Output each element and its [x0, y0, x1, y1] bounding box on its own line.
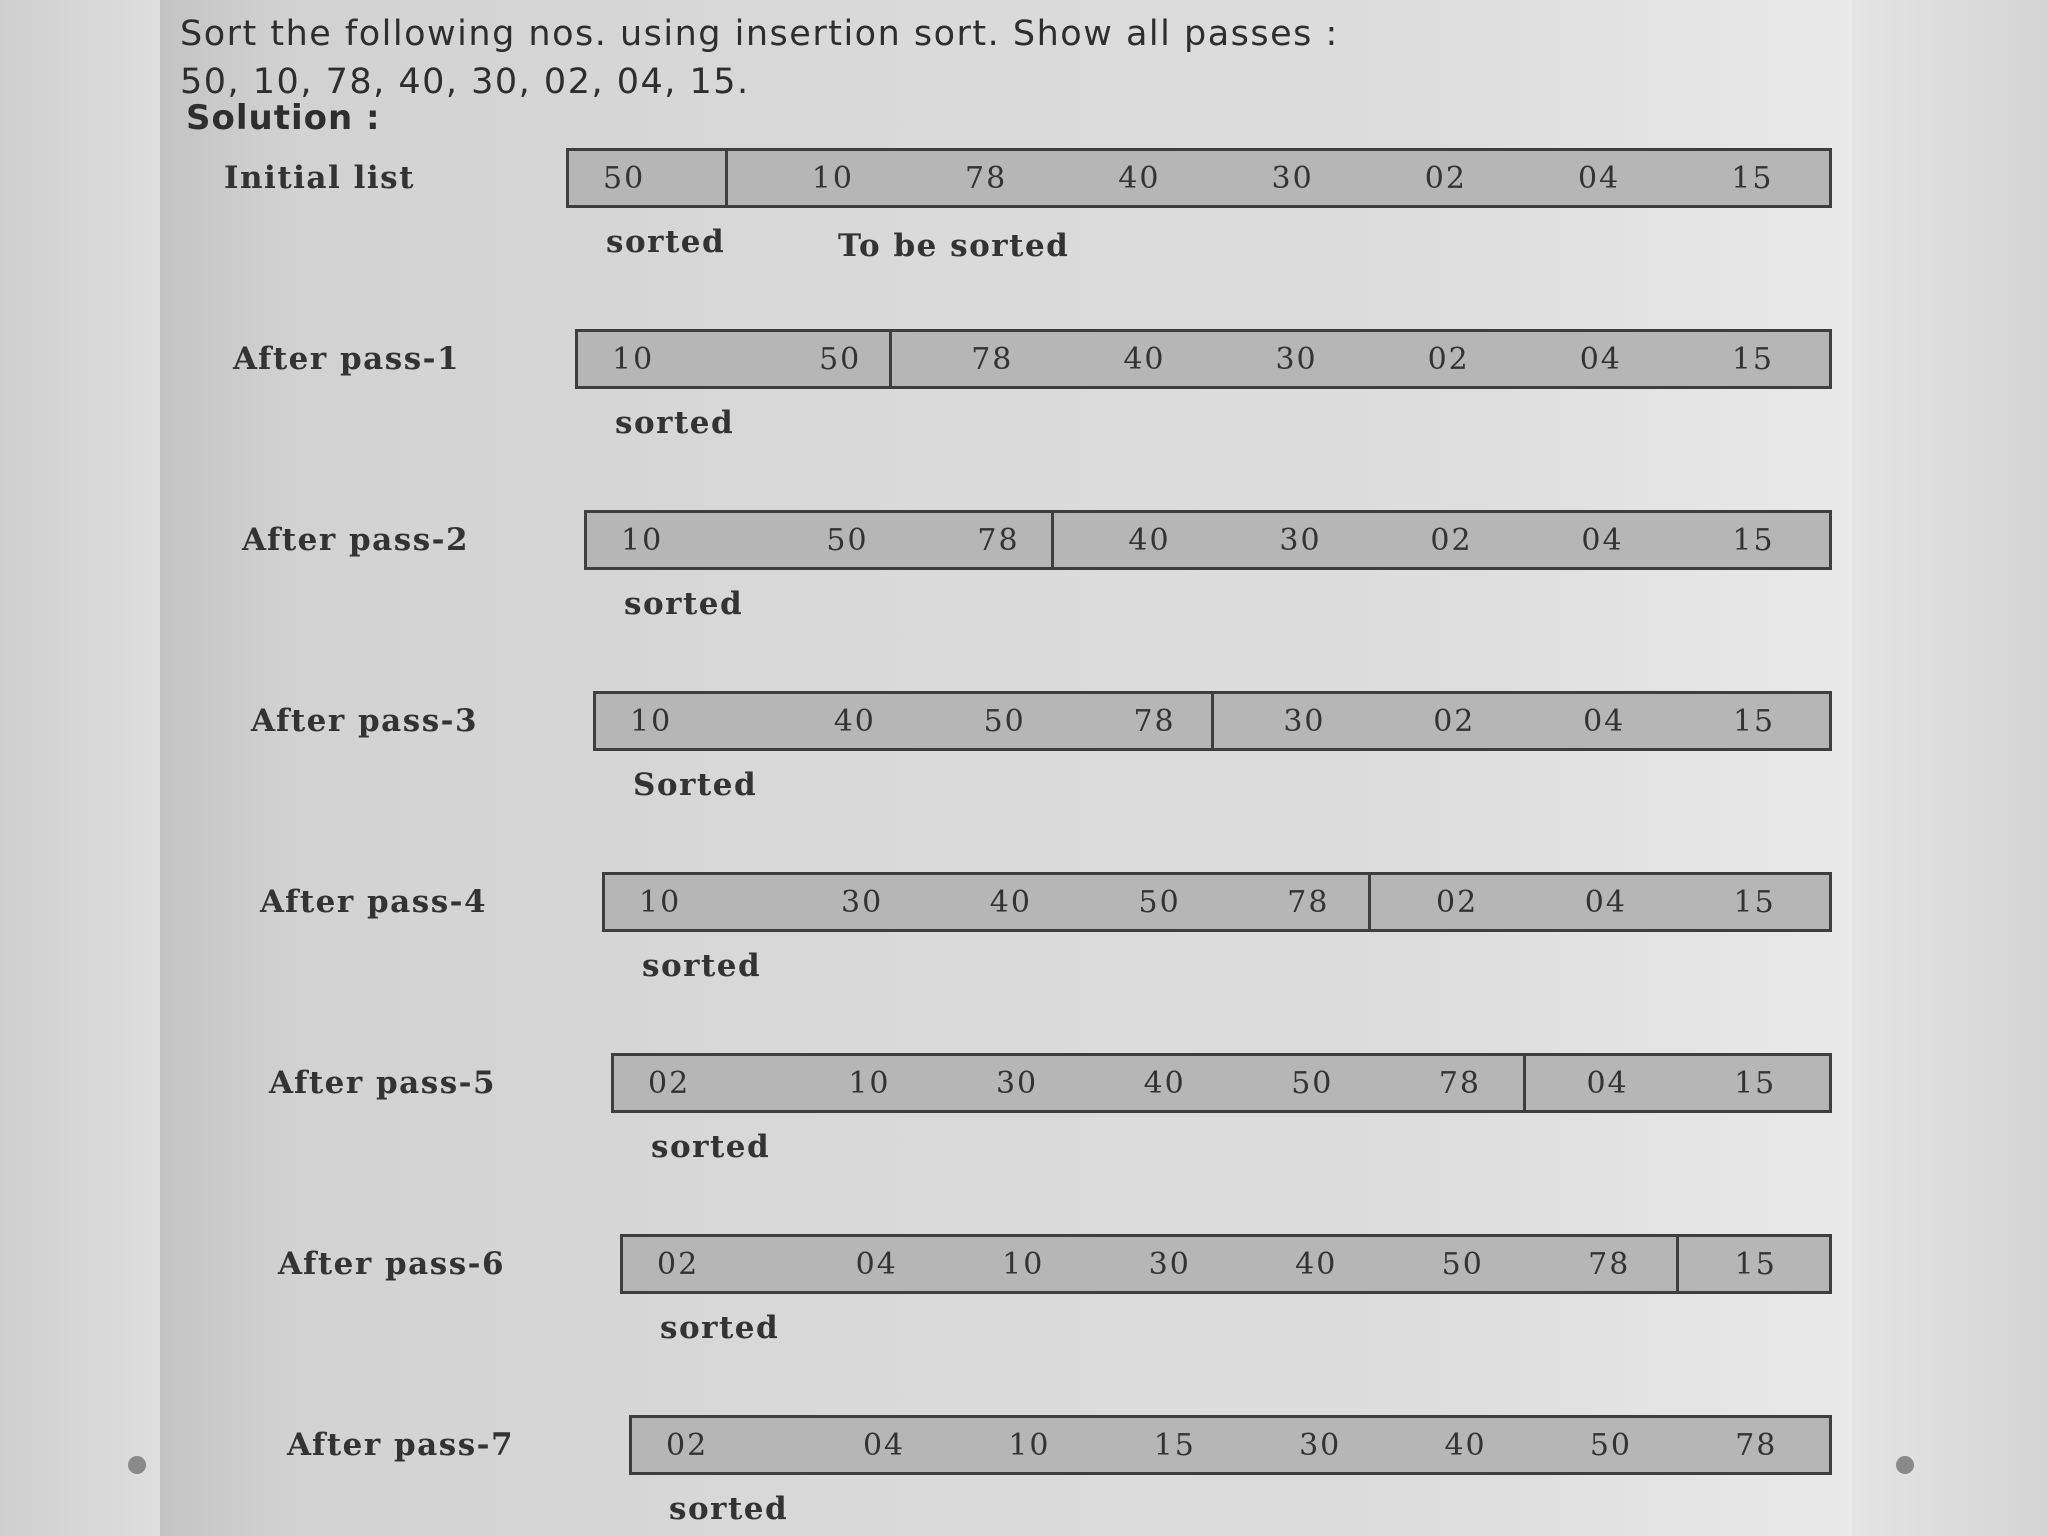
array-cell: 78: [1735, 1427, 1778, 1463]
array-cell: 15: [1732, 522, 1775, 558]
array-cell: 50: [1291, 1065, 1334, 1101]
sorted-note: sorted: [624, 586, 744, 622]
array-cell: 02: [1430, 522, 1473, 558]
array-cell: 04: [1578, 160, 1621, 196]
array-cell: 30: [1299, 1427, 1342, 1463]
array-cell: 30: [1283, 703, 1326, 739]
array-cell: 78: [1588, 1246, 1631, 1282]
array-cell: 40: [1118, 160, 1161, 196]
array-cell: 10: [1002, 1246, 1045, 1282]
array-cell: 15: [1734, 1246, 1777, 1282]
array-cell: 02: [1424, 160, 1467, 196]
array-cell: 04: [1581, 522, 1624, 558]
array-cell: 40: [1128, 522, 1171, 558]
pass-label: After pass-2: [242, 522, 470, 558]
array-strip: [566, 148, 1832, 208]
array-cell: 10: [639, 884, 682, 920]
sorted-note: sorted: [606, 224, 726, 260]
slide-bullet-right-icon: [1896, 1456, 1914, 1474]
pass-label: After pass-7: [287, 1427, 515, 1463]
array-cell: 04: [1586, 1065, 1629, 1101]
pass-label: After pass-6: [278, 1246, 506, 1282]
sorted-boundary-divider: [1676, 1234, 1679, 1294]
array-strip: [593, 691, 1832, 751]
array-cell: 78: [977, 522, 1020, 558]
pass-row: [160, 140, 1852, 290]
array-cell: 50: [819, 341, 862, 377]
sorted-boundary-divider: [1368, 872, 1371, 932]
sorted-note: sorted: [651, 1129, 771, 1165]
scanned-page: [160, 0, 1852, 1536]
pass-label: After pass-1: [233, 341, 461, 377]
sorted-boundary-divider: [1051, 510, 1054, 570]
array-cell: 10: [621, 522, 664, 558]
sorted-note: sorted: [660, 1310, 780, 1346]
pass-row: [160, 683, 1852, 833]
array-cell: 04: [1579, 341, 1622, 377]
sorted-boundary-divider: [725, 148, 728, 208]
solution-heading: Solution :: [186, 98, 381, 138]
array-strip: [620, 1234, 1832, 1294]
array-cell: 04: [855, 1246, 898, 1282]
array-cell: 30: [1275, 341, 1318, 377]
to-be-sorted-note: To be sorted: [838, 228, 1070, 264]
pass-label: After pass-5: [269, 1065, 497, 1101]
array-strip: [602, 872, 1832, 932]
slide-right-margin: [1852, 0, 2048, 1536]
pass-label: After pass-3: [251, 703, 479, 739]
array-cell: 40: [989, 884, 1032, 920]
array-cell: 40: [833, 703, 876, 739]
slide-left-margin: [0, 0, 160, 1536]
array-cell: 15: [1731, 160, 1774, 196]
array-cell: 02: [1436, 884, 1479, 920]
pass-row: [160, 321, 1852, 471]
array-cell: 02: [1427, 341, 1470, 377]
sorted-boundary-divider: [1523, 1053, 1526, 1113]
array-cell: 30: [1148, 1246, 1191, 1282]
array-cell: 30: [995, 1065, 1039, 1101]
array-cell: 04: [1584, 884, 1627, 920]
array-cell: 50: [826, 522, 869, 558]
pass-row: [160, 1407, 1852, 1536]
array-cell: 50: [1441, 1246, 1484, 1282]
pass-row: [160, 1226, 1852, 1376]
array-cell: 30: [841, 884, 884, 920]
array-cell: 78: [1287, 884, 1330, 920]
array-cell: 30: [1271, 160, 1314, 196]
sorted-note: sorted: [642, 948, 762, 984]
array-cell: 02: [657, 1246, 700, 1282]
pass-label: Initial list: [224, 160, 415, 196]
array-strip: [575, 329, 1832, 389]
array-cell: 78: [965, 160, 1008, 196]
array-strip: [611, 1053, 1832, 1113]
array-cell: 10: [612, 341, 655, 377]
sorted-boundary-divider: [1211, 691, 1214, 751]
sorted-note: Sorted: [633, 767, 758, 803]
sorted-boundary-divider: [889, 329, 892, 389]
array-cell: 40: [1143, 1065, 1186, 1101]
array-cell: 10: [848, 1065, 891, 1101]
slide-bullet-left-icon: [128, 1456, 146, 1474]
question-line-1: Sort the following nos. using insertion sort. Show all passes :: [180, 14, 1339, 54]
array-cell: 40: [1295, 1246, 1338, 1282]
array-cell: 50: [603, 160, 646, 196]
array-cell: 10: [630, 703, 673, 739]
pass-row: [160, 502, 1852, 652]
array-strip: [584, 510, 1832, 570]
array-cell: 02: [648, 1065, 691, 1101]
sorted-note: sorted: [669, 1491, 789, 1527]
array-cell: 02: [666, 1427, 709, 1463]
array-cell: 15: [1731, 341, 1775, 377]
array-strip: [629, 1415, 1832, 1475]
array-cell: 30: [1279, 522, 1322, 558]
array-cell: 15: [1733, 884, 1776, 920]
array-cell: 78: [1133, 703, 1176, 739]
pass-label: After pass-4: [260, 884, 488, 920]
array-cell: 78: [1438, 1065, 1482, 1101]
array-cell: 02: [1433, 703, 1476, 739]
array-cell: 50: [1589, 1427, 1633, 1463]
array-cell: 78: [971, 341, 1014, 377]
array-cell: 40: [1123, 341, 1166, 377]
array-cell: 04: [862, 1427, 906, 1463]
sorted-note: sorted: [615, 405, 735, 441]
array-cell: 04: [1583, 703, 1626, 739]
array-cell: 15: [1734, 1065, 1777, 1101]
array-cell: 15: [1732, 703, 1776, 739]
array-cell: 50: [983, 703, 1026, 739]
array-cell: 50: [1138, 884, 1181, 920]
array-cell: 10: [1008, 1427, 1051, 1463]
array-cell: 15: [1153, 1427, 1196, 1463]
question-line-2: 50, 10, 78, 40, 30, 02, 04, 15.: [180, 62, 750, 102]
question-text: [180, 6, 1830, 110]
array-cell: 10: [811, 160, 854, 196]
array-cell: 40: [1444, 1427, 1487, 1463]
pass-row: [160, 864, 1852, 1014]
pass-row: [160, 1045, 1852, 1195]
